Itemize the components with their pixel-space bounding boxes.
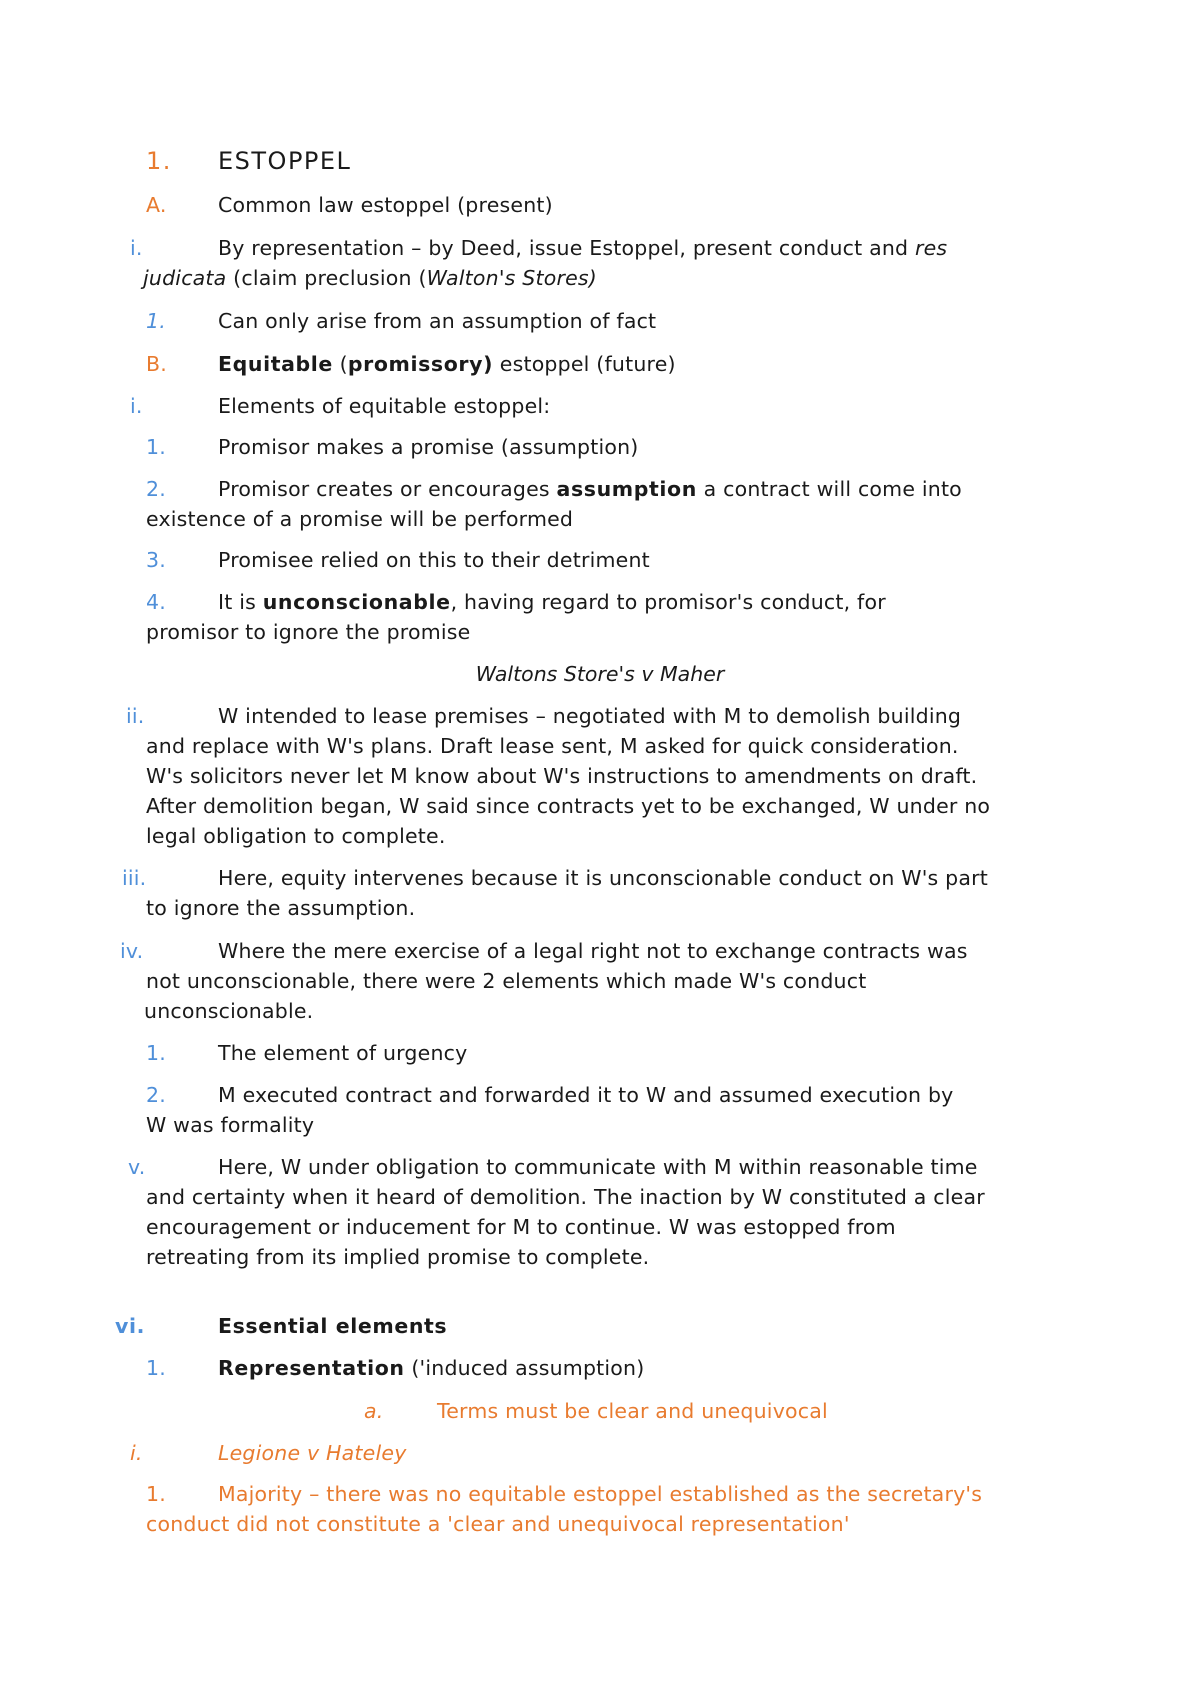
- list-text: Common law estoppel (present): [218, 193, 553, 217]
- list-marker: 3.: [146, 548, 166, 572]
- list-text: After demolition began, W said since contracts yet to be exchanged, W under no: [146, 794, 991, 818]
- list-marker: 1.: [146, 309, 166, 333]
- list-marker: a.: [364, 1399, 384, 1423]
- list-text: Here, equity intervenes because it is unconscionable conduct on W's part: [218, 866, 988, 890]
- list-text: W's solicitors never let M know about W's instructions to amendments on draft.: [146, 764, 978, 788]
- bold-text: promissory): [347, 352, 494, 376]
- list-text: a contract will come into: [696, 477, 962, 501]
- list-text: not unconscionable, there were 2 elements which made W's conduct: [146, 969, 867, 993]
- list-text: Promisor makes a promise (assumption): [218, 435, 639, 459]
- bold-text: Representation: [218, 1356, 405, 1380]
- list-text: promisor to ignore the promise: [146, 620, 471, 644]
- list-marker: i.: [130, 236, 143, 260]
- list-marker: 2.: [146, 477, 166, 501]
- list-marker: i.: [130, 1441, 143, 1465]
- list-marker: 2.: [146, 1083, 166, 1107]
- list-text: retreating from its implied promise to complete.: [146, 1245, 650, 1269]
- list-text: legal obligation to complete.: [146, 824, 446, 848]
- bold-text: assumption: [556, 477, 697, 501]
- list-text: By representation – by Deed, issue Estoppel, present conduct and: [218, 236, 915, 260]
- list-text: (: [332, 352, 348, 376]
- list-marker: i.: [130, 394, 143, 418]
- list-text: Elements of equitable estoppel:: [218, 394, 551, 418]
- list-marker: 1.: [146, 1356, 166, 1380]
- list-text: estoppel (future): [493, 352, 676, 376]
- list-text: Essential elements: [218, 1314, 448, 1338]
- bold-text: unconscionable: [262, 590, 451, 614]
- list-text: and certainty when it heard of demolition. The inaction by W constituted a clear: [146, 1185, 985, 1209]
- list-marker: 1.: [146, 1482, 166, 1506]
- list-marker: vi.: [115, 1314, 145, 1338]
- case-title: Waltons Store's v Maher: [475, 662, 725, 686]
- list-text: W intended to lease premises – negotiated with M to demolish building: [218, 704, 962, 728]
- list-text: Where the mere exercise of a legal right not to exchange contracts was: [218, 939, 968, 963]
- list-text: existence of a promise will be performed: [146, 507, 574, 531]
- list-marker: B.: [146, 352, 167, 376]
- list-text: Promisee relied on this to their detriment: [218, 548, 650, 572]
- heading-title: ESTOPPEL: [218, 147, 352, 175]
- list-marker: 4.: [146, 590, 166, 614]
- list-text: It is: [218, 590, 263, 614]
- list-text: Here, W under obligation to communicate with M within reasonable time: [218, 1155, 978, 1179]
- heading-number: 1.: [146, 147, 172, 175]
- list-text: Promisor creates or encourages: [218, 477, 557, 501]
- list-text: to ignore the assumption.: [146, 896, 416, 920]
- list-text: conduct did not constitute a 'clear and unequivocal representation': [146, 1512, 850, 1536]
- list-text: and replace with W's plans. Draft lease sent, M asked for quick consideration.: [146, 734, 959, 758]
- case-reference: Walton's Stores): [426, 266, 597, 290]
- list-text: unconscionable.: [144, 999, 314, 1023]
- list-text: , having regard to promisor's conduct, for: [450, 590, 886, 614]
- list-text: Majority – there was no equitable estoppel established as the secretary's: [218, 1482, 983, 1506]
- list-marker: 1.: [146, 435, 166, 459]
- list-marker: 1.: [146, 1041, 166, 1065]
- list-text: (claim preclusion (: [226, 266, 427, 290]
- list-marker: iv.: [120, 939, 144, 963]
- list-marker: A.: [146, 193, 167, 217]
- case-reference: Legione v Hateley: [218, 1441, 407, 1465]
- list-text: W was formality: [146, 1113, 315, 1137]
- list-text-italic: res: [914, 236, 948, 260]
- list-text-italic: judicata: [143, 266, 227, 290]
- list-text: ('induced assumption): [404, 1356, 645, 1380]
- list-text: M executed contract and forwarded it to W and assumed execution by: [218, 1083, 954, 1107]
- list-text: Terms must be clear and unequivocal: [437, 1399, 828, 1423]
- list-text: The element of urgency: [218, 1041, 468, 1065]
- list-marker: ii.: [126, 704, 145, 728]
- list-text: encouragement or inducement for M to continue. W was estopped from: [146, 1215, 896, 1239]
- list-marker: iii.: [122, 866, 147, 890]
- bold-text: Equitable: [218, 352, 333, 376]
- list-marker: v.: [128, 1155, 146, 1179]
- list-text: Can only arise from an assumption of fact: [218, 309, 657, 333]
